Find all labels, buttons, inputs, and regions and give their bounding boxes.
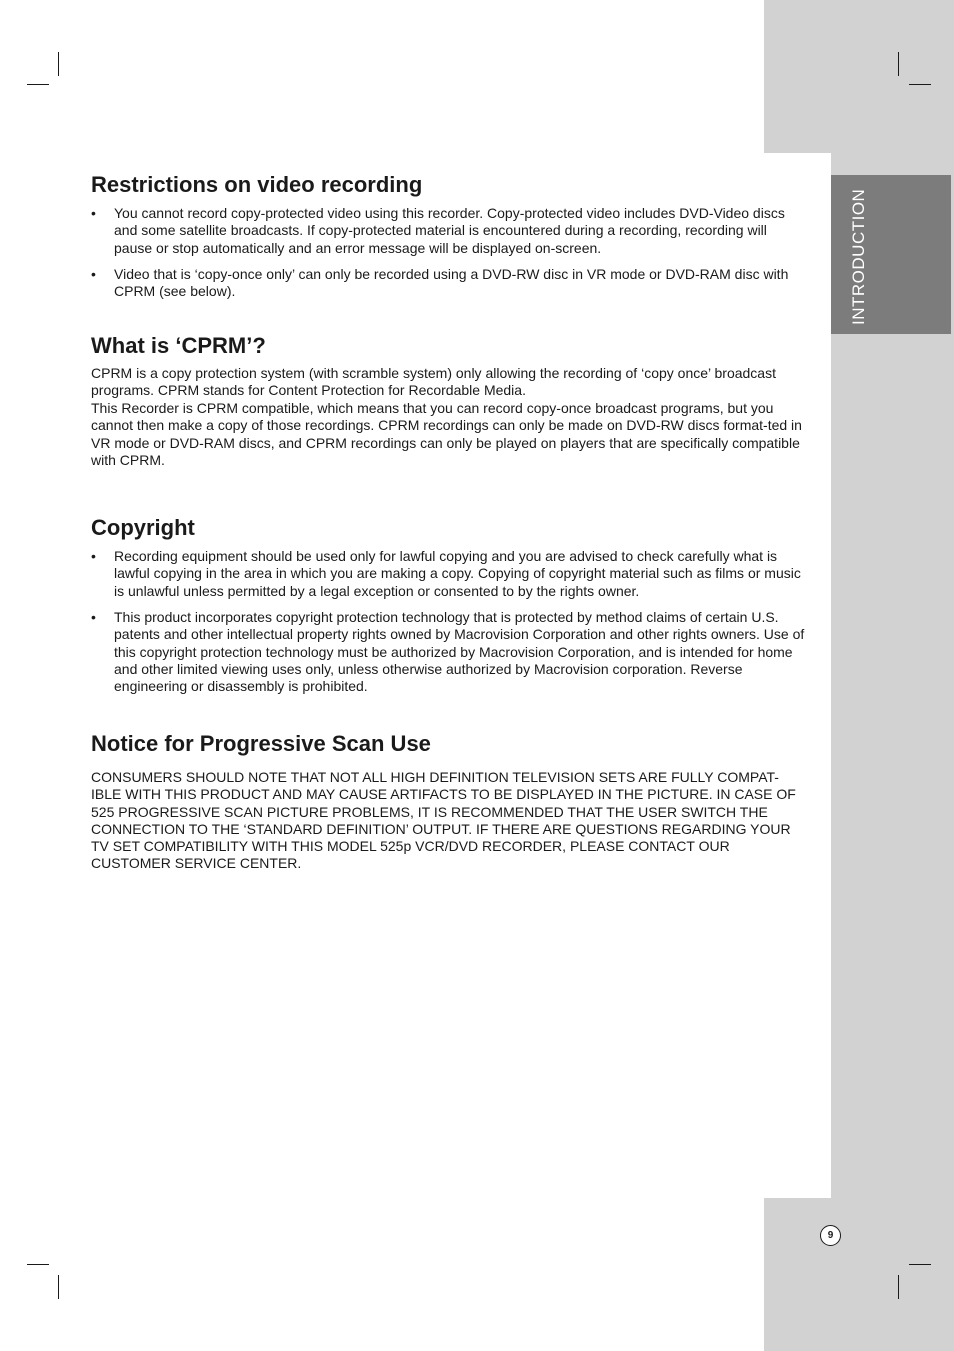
- crop-mark: [909, 84, 931, 85]
- list-item: • Video that is ‘copy-once only’ can only be recorded using a DVD-RW disc in VR mode or DVD-RAM disc with CPRM (see below).: [91, 266, 789, 300]
- crop-mark: [58, 52, 59, 76]
- crop-mark: [898, 1275, 899, 1299]
- side-band-bottom: [764, 1198, 954, 1351]
- bullet-icon: •: [91, 266, 96, 282]
- page-number: 9: [820, 1225, 841, 1246]
- bullet-icon: •: [91, 548, 96, 564]
- paragraph: This Recorder is CPRM compatible, which means that you can record copy-once broadcast programs, but you cannot then make a copy of those recordings. CPRM recordings can only be made on DVD-RW discs format-ted in VR mode or DVD-RAM discs, and CPRM recordings can only be played on players that are specifically compatible with CPRM.: [91, 400, 802, 468]
- crop-mark: [27, 1264, 49, 1265]
- section-tab: [831, 175, 951, 334]
- section-heading-copyright: Copyright: [91, 515, 195, 540]
- list-item: • This product incorporates copyright protection technology that is protected by method claims of certain U.S. patents and other intellectual property rights owned by Macrovision Corporation and other rights owners. Use of this copyright protection technology must be authorized by Macrovision Corporation, and is intended for home and other limited viewing uses only, unless otherwise authorized by Macrovision corporation. Reverse engineering or disassembly is prohibited.: [91, 609, 805, 695]
- section-heading-cprm: What is ‘CPRM’?: [91, 333, 266, 358]
- list-item: • You cannot record copy-protected video using this recorder. Copy-protected video includes DVD-Video discs and some satellite broadcasts. If copy-protected material is encountered during a recording, recording will pause or stop automatically and an error message will be displayed on-screen.: [91, 205, 785, 256]
- crop-mark: [909, 1264, 931, 1265]
- paragraph: CONSUMERS SHOULD NOTE THAT NOT ALL HIGH DEFINITION TELEVISION SETS ARE FULLY COMPAT-IBLE WITH THIS PRODUCT AND MAY CAUSE ARTIFACTS TO BE DISPLAYED IN THE PICTURE. IN CASE OF 525 PROGRESSIVE SCAN PICTURE PROBLEMS, IT IS RECOMMENDED THAT THE USER SWITCH THE CONNECTION TO THE ‘STANDARD DEFINITION’ OUTPUT. IF THERE ARE QUESTIONS REGARDING YOUR TV SET COMPATIBILITY WITH THIS MODEL 525p VCR/DVD RECORDER, PLEASE CONTACT OUR CUSTOMER SERVICE CENTER.: [91, 769, 796, 872]
- paragraph: CPRM is a copy protection system (with scramble system) only allowing the recording of ‘copy once’ broadcast programs. CPRM stands for Content Protection for Recordable Media.: [91, 365, 776, 399]
- crop-mark: [898, 52, 899, 76]
- section-heading-restrictions: Restrictions on video recording: [91, 172, 423, 197]
- list-item: • Recording equipment should be used only for lawful copying and you are advised to check carefully what is lawful copying in the area in which you are making a copy. Copying of copyright material such as films or music is unlawful unless permitted by a legal exception or consented to by the rights owner.: [91, 548, 801, 599]
- section-tab-label: INTRODUCTION: [849, 188, 868, 325]
- crop-mark: [58, 1275, 59, 1299]
- side-band-top: [764, 0, 954, 153]
- section-heading-progressive: Notice for Progressive Scan Use: [91, 731, 431, 756]
- crop-mark: [27, 84, 49, 85]
- bullet-icon: •: [91, 205, 96, 221]
- bullet-icon: •: [91, 609, 96, 625]
